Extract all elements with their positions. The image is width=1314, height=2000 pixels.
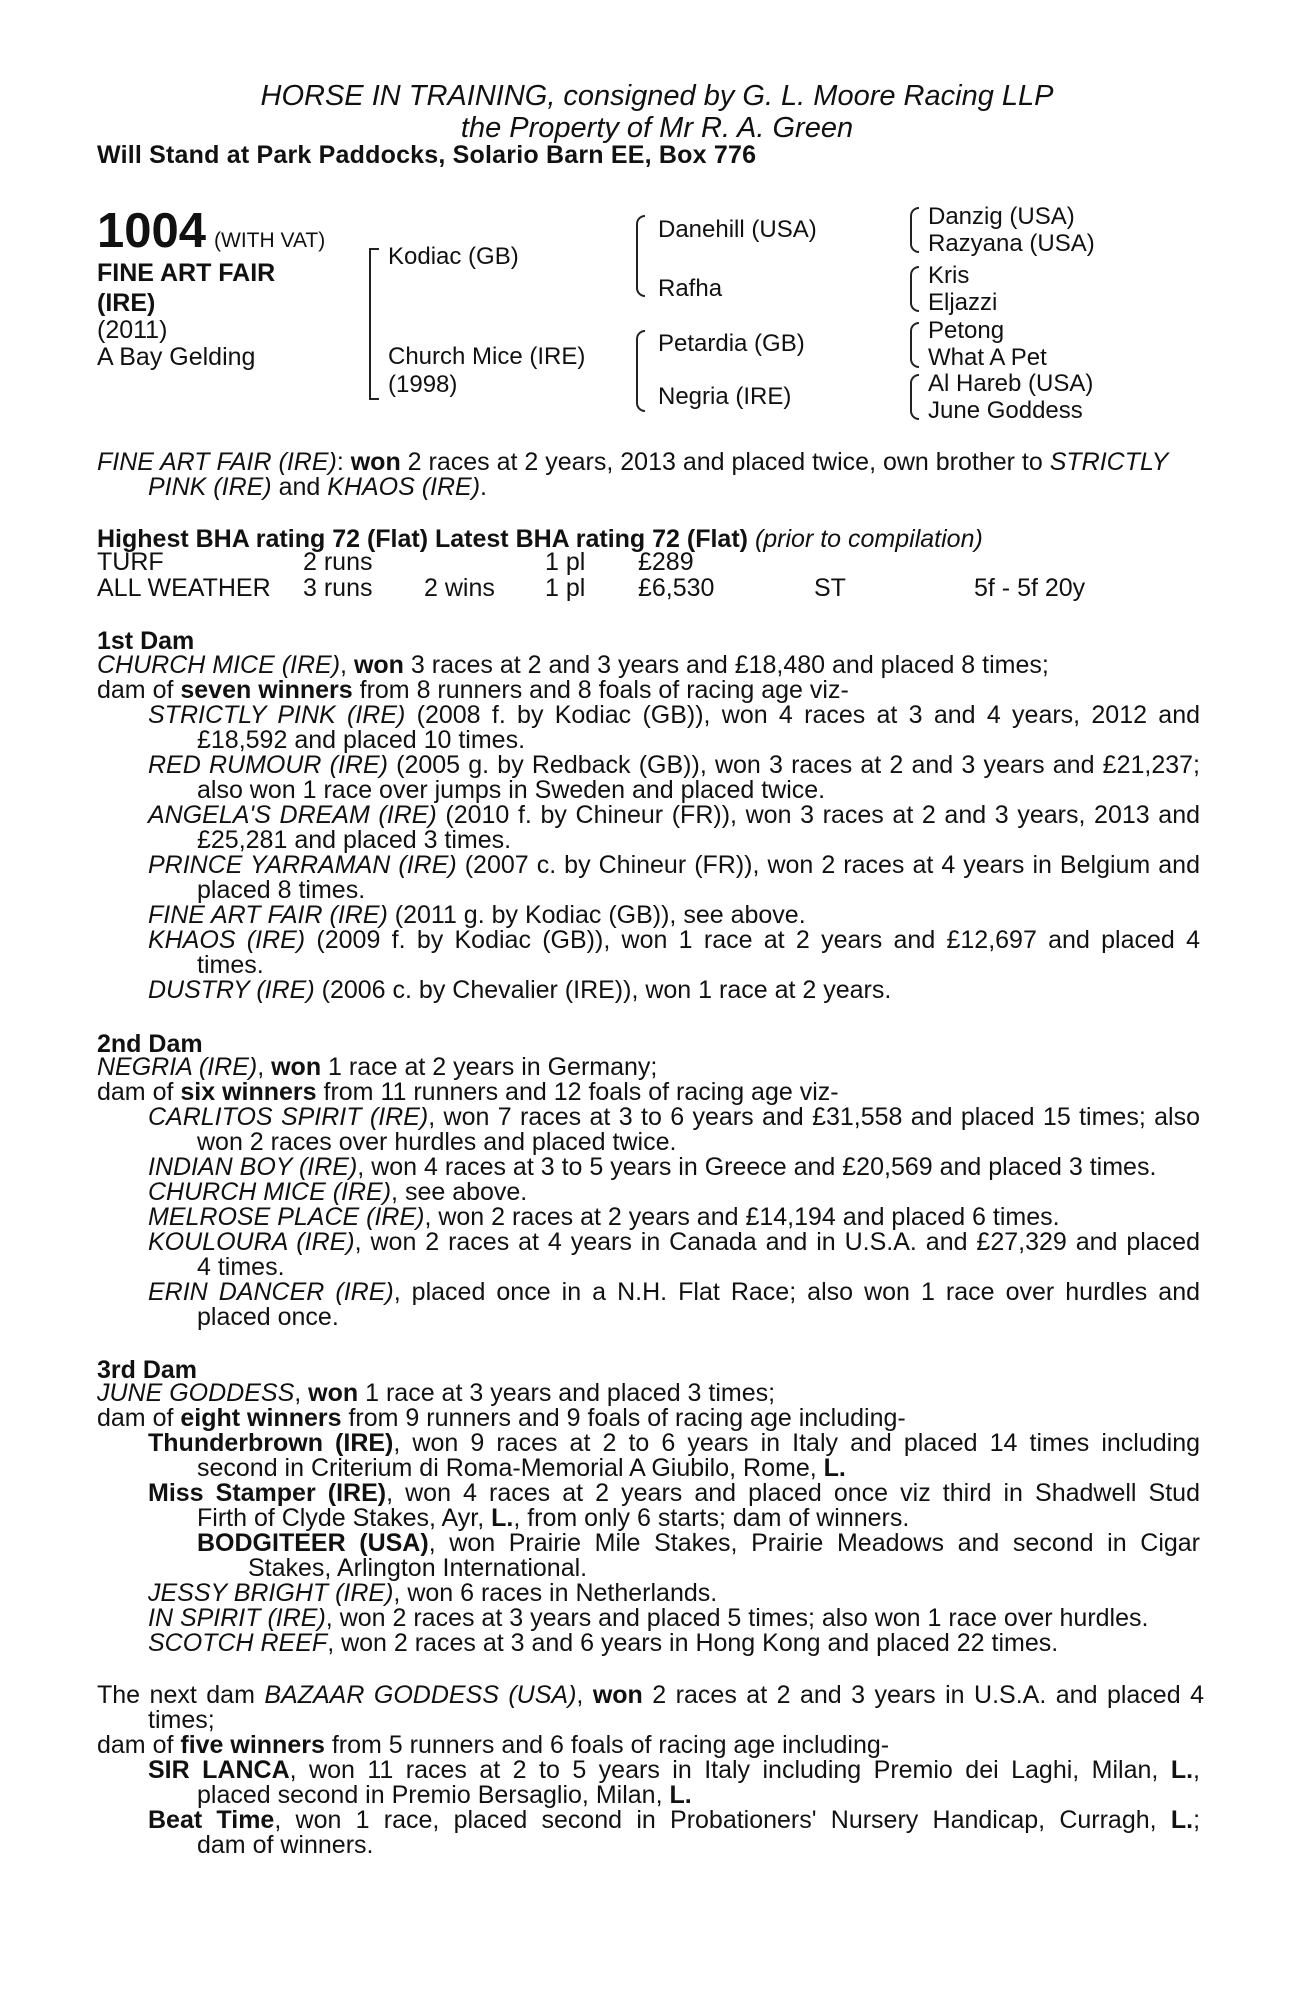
horse-name: FINE ART FAIR (IRE) [97, 259, 276, 317]
list-item-cont [197, 1456, 846, 1481]
progeny-text: ; [1193, 1806, 1201, 1834]
list-item [148, 703, 1200, 728]
progeny-text: Firth of Clyde Stakes, Ayr, [197, 1504, 492, 1532]
pedigree-g3: Kris [928, 262, 970, 289]
pedigree-g5: Petong [928, 317, 1005, 344]
pedigree-brace [910, 322, 919, 368]
progeny-name: CHURCH MICE (IRE) [148, 1178, 392, 1206]
pedigree-g2: Razyana (USA) [928, 230, 1095, 257]
progeny-text: , won 2 races at 2 years and £14,194 and placed 6 times. [424, 1203, 1060, 1231]
record-prize: £289 [638, 548, 694, 576]
list-item [148, 1581, 717, 1606]
progeny-name: INDIAN BOY (IRE) [148, 1153, 358, 1181]
progeny-name: STRICTLY PINK (IRE) [148, 701, 406, 729]
record-placed: 1 pl [545, 548, 586, 576]
runners-text: from 8 runners and 8 foals of racing age viz- [352, 676, 849, 704]
pedigree-sire-dam: Rafha [658, 275, 723, 302]
pedigree-sire-sire: Danehill (USA) [658, 216, 817, 243]
list-item-cont [197, 1783, 692, 1808]
pedigree-g7: Al Hareb (USA) [928, 370, 1094, 397]
progeny-text: placed second in Premio Bersaglio, Milan, [197, 1781, 670, 1809]
progeny-name: ANGELA'S DREAM (IRE) [148, 801, 437, 829]
pedigree-dam: Church Mice (IRE) [388, 343, 586, 370]
summary-text: . [480, 473, 487, 501]
record-surface: ALL WEATHER [97, 574, 271, 602]
record-placed: 1 pl [545, 574, 586, 602]
list-item [148, 1180, 527, 1205]
second-dam-heading: 2nd Dam [97, 1030, 203, 1058]
record-surface: TURF [97, 548, 164, 576]
pedigree-dam-year: (1998) [388, 371, 458, 398]
progeny-name: Beat Time [148, 1806, 275, 1834]
list-item [148, 1230, 1200, 1255]
progeny-name: PRINCE YARRAMAN (IRE) [148, 851, 457, 879]
vat-note: (WITH VAT) [214, 229, 326, 252]
progeny-text: (2009 f. by Kodiac (GB)), won 1 race at 2 years and £12,697 and placed 4 [305, 926, 1200, 954]
progeny-text: second in Criterium di Roma-Memorial A Giubilo, Rome, [197, 1454, 824, 1482]
pedigree-g6: What A Pet [928, 344, 1047, 371]
list-item-cont: £25,281 and placed 3 times. [197, 826, 512, 854]
dam-record-text: 3 races at 2 and 3 years and £18,480 and placed 8 times; [403, 651, 1049, 679]
progeny-text: (2010 f. by Chineur (FR)), won 3 races at 2 and 3 years, 2013 and [436, 801, 1200, 829]
pedigree-brace [636, 330, 645, 412]
progeny-text: (2008 f. by Kodiac (GB)), won 4 races at 3 and 4 years, 2012 and [405, 701, 1201, 729]
progeny-text: , won 6 races in Netherlands. [393, 1579, 718, 1607]
pedigree-brace [369, 248, 379, 400]
record-runs: 3 runs [303, 574, 373, 602]
race-summary: FINE ART FAIR (IRE): won 2 races at 2 years, 2013 and placed twice, own brother to STRICTLY [97, 448, 1169, 476]
list-item-cont: placed once. [197, 1303, 339, 1331]
summary-horse-name: FINE ART FAIR (IRE) [97, 448, 337, 476]
record-distance: 5f - 5f 20y [974, 574, 1086, 602]
summary-text: 2 races at 2 years, 2013 and placed twice, own brother to [400, 448, 1050, 476]
list-item [148, 928, 1200, 953]
progeny-text: , [1193, 1756, 1200, 1784]
rating-text: Highest BHA rating 72 (Flat) Latest BHA rating 72 (Flat) [97, 525, 748, 553]
list-item [148, 1808, 1200, 1833]
dam-won: won [271, 1053, 322, 1081]
first-dam-heading: 1st Dam [97, 627, 195, 655]
progeny-text: , won 4 races at 2 years and placed once viz third in Shadwell Stud [386, 1479, 1200, 1507]
progeny-name: Miss Stamper (IRE) [148, 1479, 387, 1507]
list-item [197, 1531, 1200, 1556]
dam-record-text: 2 races at 2 and 3 years in U.S.A. and placed 4 [642, 1681, 1204, 1709]
progeny-text: , won 2 races at 3 years and placed 5 times; also won 1 race over hurdles. [325, 1604, 1149, 1632]
dam-won: won [308, 1379, 359, 1407]
list-item-cont: times. [197, 951, 264, 979]
first-dam-record: CHURCH MICE (IRE), won 3 races at 2 and 3 years and £18,480 and placed 8 times; [97, 651, 1049, 679]
lot-number-value: 1004 [97, 204, 207, 258]
progeny-text: , won 11 races at 2 to 5 years in Italy including Premio dei Laghi, Milan, [289, 1756, 1171, 1784]
dam-name: CHURCH MICE (IRE) [97, 651, 341, 679]
race-summary-line2 [148, 475, 487, 500]
progeny-name: SCOTCH REEF [148, 1629, 328, 1657]
dam-of: dam of [97, 1731, 181, 1759]
progeny-name: Thunderbrown (IRE) [148, 1429, 394, 1457]
runners-text: from 9 runners and 9 foals of racing age including- [341, 1404, 906, 1432]
pedigree-brace [910, 374, 919, 420]
summary-sibling: KHAOS (IRE) [327, 473, 481, 501]
list-item [148, 1631, 1058, 1656]
list-item [148, 1606, 1148, 1631]
progeny-text: , won 4 races at 3 to 5 years in Greece and £20,569 and placed 3 times. [357, 1153, 1157, 1181]
listed-marker: L. [1170, 1806, 1194, 1834]
progeny-name: RED RUMOUR (IRE) [148, 751, 388, 779]
progeny-name: BODGITEER (USA) [197, 1529, 429, 1557]
list-item [148, 753, 1200, 778]
progeny-text: , see above. [391, 1178, 528, 1206]
list-item-cont: £18,592 and placed 10 times. [197, 726, 526, 754]
progeny-text: (2011 g. by Kodiac (GB)), see above. [387, 901, 806, 929]
list-item [148, 903, 806, 928]
summary-won: won [350, 448, 401, 476]
progeny-text: (2005 g. by Redback (GB)), won 3 races at 2 and 3 years and £21,237; [387, 751, 1200, 779]
rating-note: (prior to compilation) [754, 525, 983, 553]
lot-number [97, 203, 325, 259]
dam-record-text: 1 race at 3 years and placed 3 times; [358, 1379, 776, 1407]
first-dam-produce [97, 678, 849, 703]
list-item-cont [197, 1506, 909, 1531]
list-item-cont: Stakes, Arlington International. [248, 1554, 588, 1582]
pedigree-dam-sire: Petardia (GB) [658, 330, 805, 357]
winners-count: eight winners [180, 1404, 342, 1432]
record-wins: 2 wins [424, 574, 495, 602]
list-item [148, 803, 1200, 828]
progeny-name: SIR LANCA [148, 1756, 290, 1784]
progeny-name: IN SPIRIT (IRE) [148, 1604, 326, 1632]
second-dam-produce [97, 1080, 839, 1105]
third-dam-produce [97, 1406, 906, 1431]
list-item [148, 1431, 1200, 1456]
list-item-cont: placed 8 times. [197, 876, 366, 904]
second-dam-record: NEGRIA (IRE), won 1 race at 2 years in Germany; [97, 1053, 658, 1081]
pedigree-g4: Eljazzi [928, 289, 998, 316]
progeny-text: , won 9 races at 2 to 6 years in Italy and placed 14 times including [393, 1429, 1201, 1457]
progeny-text: , won 1 race, placed second in Probationers' Nursery Handicap, Curragh, [274, 1806, 1171, 1834]
pedigree-brace [910, 207, 919, 253]
list-item-cont: also won 1 race over jumps in Sweden and placed twice. [197, 776, 826, 804]
list-item [148, 1155, 1156, 1180]
dam-won: won [353, 651, 404, 679]
dam-name: JUNE GODDESS [97, 1379, 295, 1407]
runners-text: from 5 runners and 6 foals of racing age including- [324, 1731, 890, 1759]
progeny-name: KHAOS (IRE) [148, 926, 306, 954]
record-prize: £6,530 [638, 574, 715, 602]
horse-year: (2011) [97, 316, 168, 344]
progeny-text: , won 2 races at 3 and 6 years in Hong Kong and placed 22 times. [327, 1629, 1059, 1657]
progeny-name: FINE ART FAIR (IRE) [148, 901, 388, 929]
third-dam-heading: 3rd Dam [97, 1356, 198, 1384]
list-item [148, 1280, 1200, 1305]
horse-description: A Bay Gelding [97, 343, 256, 371]
list-item [148, 1105, 1200, 1130]
summary-sibling: PINK (IRE) [148, 473, 272, 501]
winners-count: six winners [180, 1078, 317, 1106]
listed-marker: L. [491, 1504, 514, 1532]
next-dam-intro: The next dam [97, 1681, 265, 1709]
list-item [148, 1205, 1060, 1230]
listed-marker: L. [1170, 1756, 1194, 1784]
progeny-text: (2006 c. by Chevalier (IRE)), won 1 race at 2 years. [314, 976, 892, 1004]
winners-count: seven winners [180, 676, 353, 704]
progeny-name: JESSY BRIGHT (IRE) [148, 1579, 394, 1607]
next-dam-produce [97, 1733, 889, 1758]
record-runs: 2 runs [303, 548, 373, 576]
dam-of: dam of [97, 1404, 181, 1432]
dam-of: dam of [97, 676, 181, 704]
progeny-text: , from only 6 starts; dam of winners. [513, 1504, 910, 1532]
winners-count: five winners [180, 1731, 325, 1759]
next-dam-record-cont: times; [148, 1706, 215, 1734]
dam-won: won [592, 1681, 643, 1709]
third-dam-record: JUNE GODDESS, won 1 race at 3 years and placed 3 times; [97, 1379, 776, 1407]
list-item [148, 978, 891, 1003]
progeny-name: CARLITOS SPIRIT (IRE) [148, 1103, 429, 1131]
listed-marker: L. [823, 1454, 846, 1482]
list-item [148, 853, 1200, 878]
progeny-name: KOULOURA (IRE) [148, 1228, 355, 1256]
progeny-text: , won 2 races at 4 years in Canada and in U.S.A. and £27,329 and placed [354, 1228, 1200, 1256]
summary-text: and [271, 473, 328, 501]
pedigree-brace [636, 215, 645, 297]
progeny-text: , won Prairie Mile Stakes, Prairie Meadows and second in Cigar [428, 1529, 1200, 1557]
pedigree-g1: Danzig (USA) [928, 203, 1075, 230]
listed-marker: L. [669, 1781, 692, 1809]
dam-record-text: 1 race at 2 years in Germany; [321, 1053, 658, 1081]
record-going: ST [814, 574, 846, 602]
list-item [148, 1758, 1200, 1783]
dam-name: NEGRIA (IRE) [97, 1053, 258, 1081]
pedigree-brace [910, 266, 919, 312]
progeny-text: , won 7 races at 3 to 6 years and £31,558 and placed 15 times; also [428, 1103, 1200, 1131]
race-record-row [0, 576, 1314, 601]
pedigree-dam-dam: Negria (IRE) [658, 383, 792, 410]
property-heading: the Property of Mr R. A. Green [460, 112, 854, 144]
progeny-name: ERIN DANCER (IRE) [148, 1278, 394, 1306]
pedigree-sire: Kodiac (GB) [388, 243, 519, 270]
pedigree-g8: June Goddess [928, 397, 1083, 424]
stand-location: Will Stand at Park Paddocks, Solario Barn EE, Box 776 [97, 141, 757, 169]
list-item-cont: won 2 races over hurdles and placed twice. [197, 1128, 677, 1156]
progeny-text: , placed once in a N.H. Flat Race; also won 1 race over hurdles and [393, 1278, 1200, 1306]
dam-name: BAZAAR GODDESS (USA) [264, 1681, 577, 1709]
race-record-row [0, 550, 1314, 575]
consignor-heading: HORSE IN TRAINING, consigned by G. L. Moore Racing LLP [260, 80, 1054, 112]
list-item-cont: dam of winners. [197, 1831, 374, 1859]
next-dam-record: The next dam BAZAAR GODDESS (USA), won 2 races at 2 and 3 years in U.S.A. and placed 4 [97, 1681, 1204, 1709]
dam-of: dam of [97, 1078, 181, 1106]
runners-text: from 11 runners and 12 foals of racing age viz- [316, 1078, 839, 1106]
list-item [148, 1481, 1200, 1506]
list-item-cont: 4 times. [197, 1253, 285, 1281]
progeny-name: DUSTRY (IRE) [148, 976, 315, 1004]
progeny-name: MELROSE PLACE (IRE) [148, 1203, 425, 1231]
progeny-text: (2007 c. by Chineur (FR)), won 2 races at 4 years in Belgium and [456, 851, 1200, 879]
summary-sibling: STRICTLY [1049, 448, 1169, 476]
